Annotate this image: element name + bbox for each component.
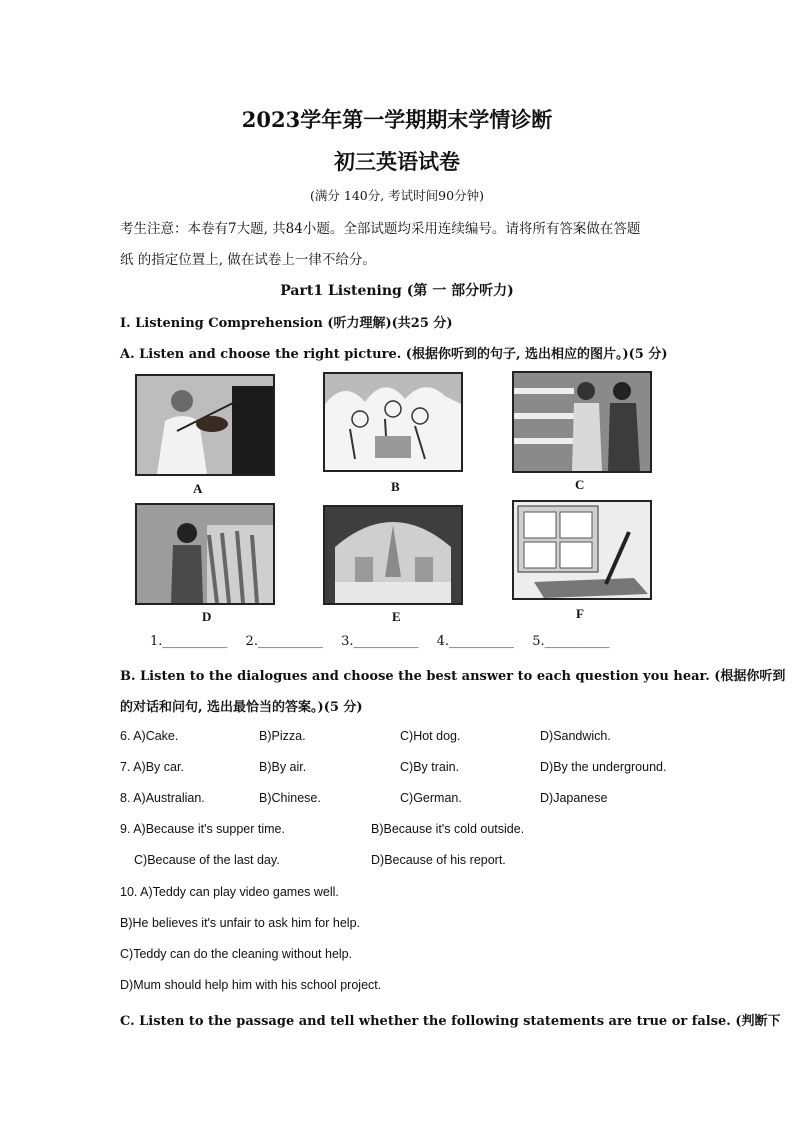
section-a-heading: A. Listen and choose the right picture. (根据你听到的句子, 选出相应的图片。)(5 分) <box>120 347 668 362</box>
drawing-tablet-image <box>514 502 650 598</box>
temple-landmark-image <box>325 507 461 603</box>
q8-option-d: D)Japanese <box>540 791 608 805</box>
picture-b <box>323 372 463 472</box>
picture-d-label: D <box>202 609 212 624</box>
picture-d <box>135 503 275 605</box>
q6-option-b: B)Pizza. <box>259 729 306 743</box>
answer-blanks <box>150 634 624 649</box>
exam-title: 2023学年第一学期期末学情诊断 <box>241 107 553 132</box>
picture-f-label: F <box>576 606 584 621</box>
q10-option-d: D)Mum should help him with his school project. <box>120 978 382 992</box>
q9-option-b: B)Because it's cold outside. <box>371 822 525 836</box>
q7-option-a: 7. A)By car. <box>120 760 184 774</box>
blank-3[interactable]: 3.__________ <box>341 634 419 649</box>
blank-1[interactable]: 1.__________ <box>150 634 228 649</box>
picture-a-label: A <box>193 481 203 496</box>
woman-clothes-shop-image <box>137 505 273 603</box>
exam-info: (满分 140分, 考试时间90分钟) <box>310 188 484 203</box>
q10-option-b: B)He believes it's unfair to ask him for help. <box>120 916 360 930</box>
blank-5[interactable]: 5.__________ <box>532 634 610 649</box>
picture-b-label: B <box>391 479 400 494</box>
q7-option-d: D)By the underground. <box>540 760 667 774</box>
picture-c <box>512 371 652 473</box>
picture-f <box>512 500 652 600</box>
q8-option-c: C)German. <box>400 791 462 805</box>
part1-heading: Part1 Listening (第 一 部分听力) <box>280 283 514 299</box>
section-c-heading: C. Listen to the passage and tell whether the following statements are true or false. (判断下 <box>120 1014 781 1029</box>
section-b-line-1: B. Listen to the dialogues and choose the best answer to each question you hear. (根据你听到 <box>120 669 786 684</box>
section-1-heading: I. Listening Comprehension (听力理解)(共25 分) <box>120 316 453 331</box>
q10-option-c: C)Teddy can do the cleaning without help. <box>120 947 353 961</box>
picture-c-label: C <box>575 477 585 492</box>
q6-option-c: C)Hot dog. <box>400 729 461 743</box>
q9-option-d: D)Because of his report. <box>371 853 506 867</box>
blank-4[interactable]: 4.__________ <box>436 634 515 649</box>
children-campfire-image <box>325 374 461 470</box>
picture-a <box>135 374 275 476</box>
blank-2[interactable]: 2.__________ <box>245 634 323 649</box>
family-supermarket-image <box>514 373 650 471</box>
q7-option-c: C)By train. <box>400 760 460 774</box>
q10-option-a: 10. A)Teddy can play video games well. <box>120 885 339 899</box>
q8-option-b: B)Chinese. <box>259 791 321 805</box>
q6-option-d: D)Sandwich. <box>540 729 611 743</box>
picture-e-label: E <box>392 609 401 624</box>
q9-option-c: C)Because of the last day. <box>134 853 280 867</box>
q7-option-b: B)By air. <box>259 760 307 774</box>
q9-option-a: 9. A)Because it's supper time. <box>120 822 285 836</box>
q8-option-a: 8. A)Australian. <box>120 791 205 805</box>
picture-e <box>323 505 463 605</box>
exam-subtitle: 初三英语试卷 <box>334 149 460 174</box>
q6-option-a: 6. A)Cake. <box>120 729 179 743</box>
notice-line-1: 考生注意：本卷有7大题, 共84小题。全部试题均采用连续编号。请将所有答案做在答题 <box>120 221 641 237</box>
notice-line-2: 纸 的指定位置上, 做在试卷上一律不给分。 <box>120 252 376 268</box>
girl-violin-image <box>137 376 273 474</box>
section-b-line-2: 的对话和问句, 选出最恰当的答案。)(5 分) <box>120 700 363 715</box>
